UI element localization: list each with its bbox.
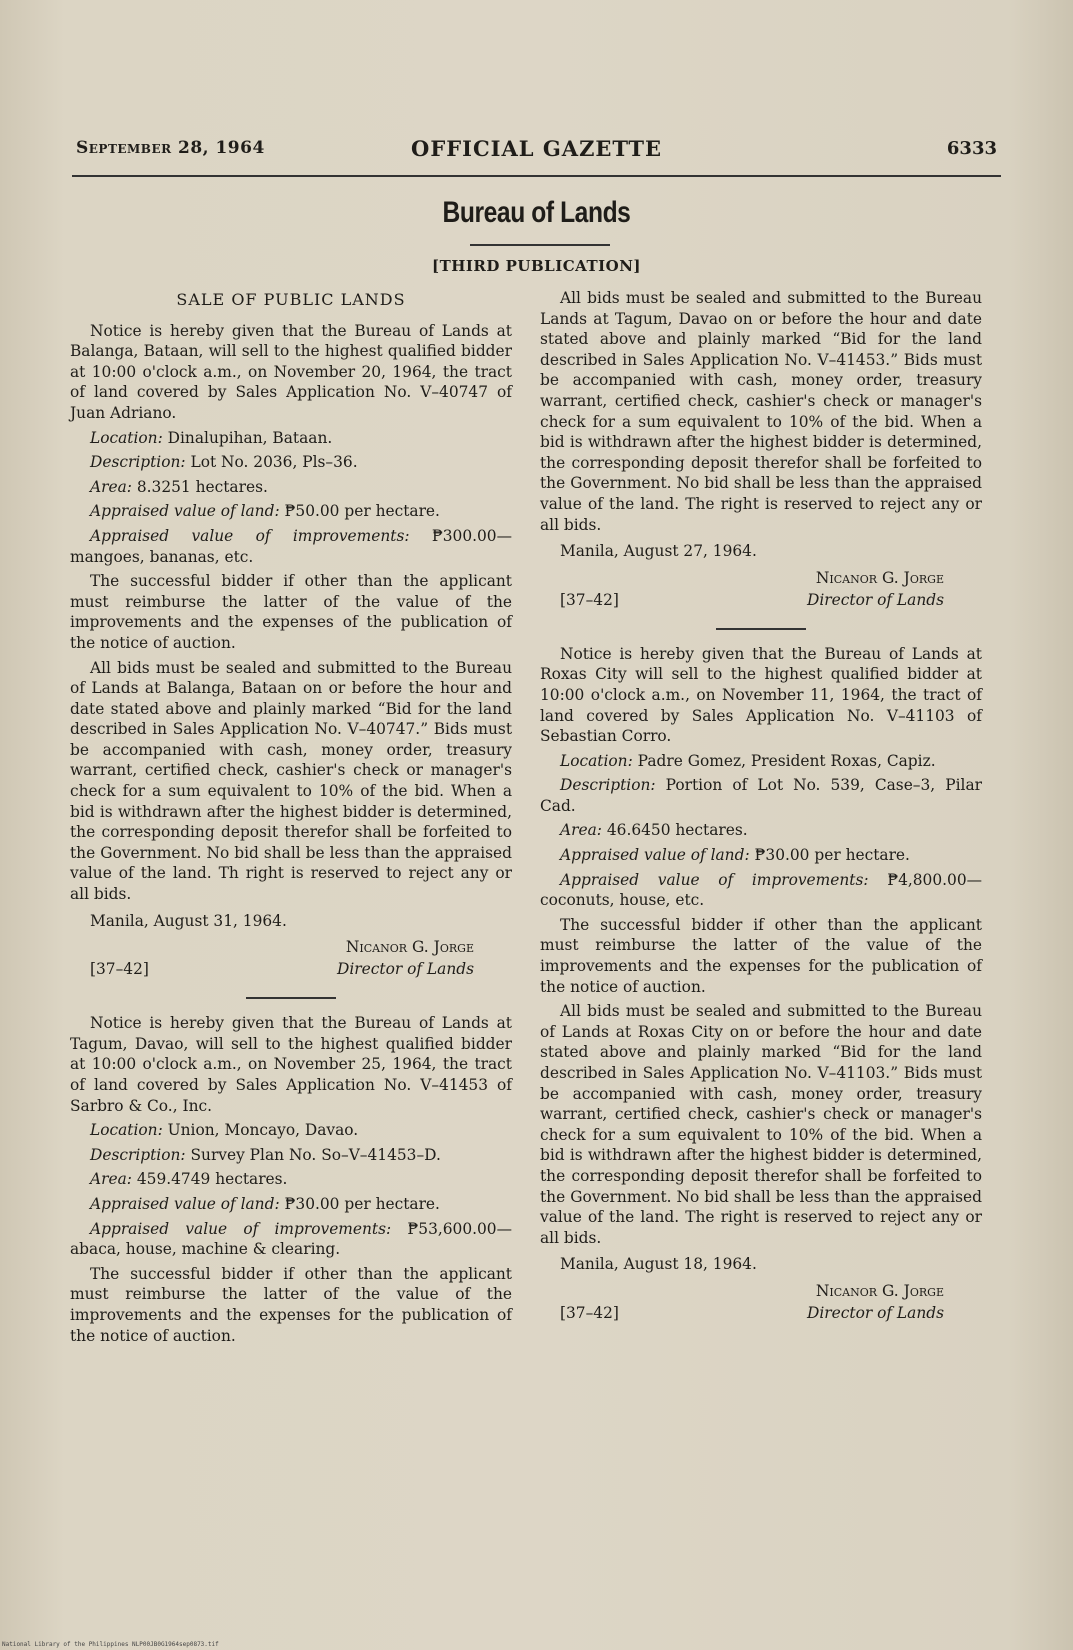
bids-paragraph: All bids must be sealed and submitted to the Bureau of Lands at Balanga, Bataan on or before the hour and date stated above and plainly marked “Bid for the land described in Sales Application No. V–40747.” Bids must be accompanied with cash, money order, treasury warrant, certified check, cashier's check or manager's check for a sum equivalent to 10% of the bid. When a bid is withdrawn after the highest bidder is determined, the corresponding deposit therefor shall be forfeited to the Government. No bid shall be less than the appraised value of the land. Th right is reserved to reject any or all bids. bbox=[70, 658, 512, 904]
signer-title: Director of Lands bbox=[807, 1303, 944, 1322]
right-column bbox=[540, 288, 982, 1333]
notice-separator bbox=[716, 628, 806, 630]
notice-intro: Notice is hereby given that the Bureau of Lands at Balanga, Bataan, will sell to the highest qualified bidder at 10:00 o'clock a.m., on November 20, 1964, the tract of land covered by Sales Application No. V–40747 of Juan Adriano. bbox=[70, 321, 512, 422]
header-publication-name: OFFICIAL GAZETTE bbox=[411, 136, 662, 161]
notice-date: Manila, August 27, 1964. bbox=[560, 542, 757, 561]
notice-2 bbox=[70, 1013, 512, 1346]
signature-block bbox=[540, 1281, 982, 1327]
notice-date: Manila, August 18, 1964. bbox=[560, 1255, 757, 1274]
signer-name: Nicanor G. Jorge bbox=[345, 938, 474, 957]
location-field: Location: Dinalupihan, Bataan. bbox=[90, 428, 333, 447]
improvements-field: Appraised value of improvements: ₱53,600.00—abaca, house, machine & clearing. bbox=[70, 1219, 512, 1259]
area-field: Area: 8.3251 hectares. bbox=[90, 477, 268, 496]
improvements-field: Appraised value of improvements: ₱300.00—mangoes, bananas, etc. bbox=[70, 526, 512, 566]
running-header bbox=[72, 136, 1001, 166]
scan-footer: National Library of the Philippines NLP00JB0G1964sep0873.tif bbox=[2, 1641, 219, 1648]
signer-title: Director of Lands bbox=[807, 590, 944, 609]
signature-block bbox=[540, 568, 982, 614]
description-field: Description: Portion of Lot No. 539, Case–3, Pilar Cad. bbox=[540, 776, 982, 815]
notice-intro: Notice is hereby given that the Bureau of Lands at Tagum, Davao, will sell to the highest qualified bidder at 10:00 o'clock a.m., on November 25, 1964, the tract of land covered by Sales Application No. V–41453 of Sarbro & Co., Inc. bbox=[70, 1014, 512, 1115]
left-column bbox=[70, 288, 512, 1350]
section-title: Bureau of Lands bbox=[442, 196, 631, 229]
bids-paragraph: All bids must be sealed and submitted to the Bureau of Lands at Roxas City on or before the hour and date stated above and plainly marked “Bid for the land described in Sales Application No. V–41103.” Bids must be accompanied with cash, money order, treasury warrant, certified check, cashier's check or manager's check for a sum equivalent to 10% of the bid. When a bid is withdrawn after the highest bidder is determined, the corresponding deposit therefor shall be forfeited to the Government. No bid shall be less than the appraised value of the land. The right is reserved to reject any or all bids. bbox=[540, 1002, 982, 1247]
page-number: 6333 bbox=[946, 138, 997, 159]
bids-paragraph: All bids must be sealed and submitted to the Bureau Lands at Tagum, Davao on or before the hour and date stated above and plainly marked “Bid for the land described in Sales Application No. V–41453.” Bids must be accompanied with cash, money order, treasury warrant, certified check, cashier's check or manager's check for a sum equivalent to 10% of the bid. When a bid is withdrawn after the highest bidder is determined, the corresponding deposit therefor shall be forfeited to the Government. No bid shall be less than the appraised value of the land. The right is reserved to reject any or all bids. bbox=[540, 289, 982, 534]
land-value-field: Appraised value of land: ₱50.00 per hectare. bbox=[90, 502, 440, 521]
notice-separator bbox=[246, 997, 336, 999]
location-field: Location: Union, Moncayo, Davao. bbox=[90, 1121, 359, 1140]
improvements-field: Appraised value of improvements: ₱4,800.00—coconuts, house, etc. bbox=[540, 870, 982, 910]
reimburse-paragraph: The successful bidder if other than the applicant must reimburse the latter of the value of the improvements and the expenses of the publication of the notice of auction. bbox=[70, 572, 512, 652]
notice-date: Manila, August 31, 1964. bbox=[90, 911, 287, 930]
notice-1 bbox=[70, 321, 512, 984]
description-field: Description: Survey Plan No. So–V–41453–D. bbox=[90, 1145, 441, 1164]
issue-number: [37–42] bbox=[90, 960, 149, 979]
notice-3 bbox=[540, 644, 982, 1327]
signature-block bbox=[70, 937, 512, 983]
land-value-field: Appraised value of land: ₱30.00 per hectare. bbox=[560, 846, 910, 865]
land-value-field: Appraised value of land: ₱30.00 per hectare. bbox=[90, 1194, 440, 1213]
header-date: September 28, 1964 bbox=[76, 138, 265, 158]
header-rule bbox=[72, 175, 1001, 177]
issue-number: [37–42] bbox=[560, 1303, 619, 1322]
signer-title: Director of Lands bbox=[337, 960, 474, 979]
signer-name: Nicanor G. Jorge bbox=[815, 568, 944, 587]
reimburse-paragraph: The successful bidder if other than the applicant must reimburse the latter of the value of the improvements and the expenses for the publication of the notice of auction. bbox=[70, 1264, 512, 1345]
issue-number: [37–42] bbox=[560, 590, 619, 609]
reimburse-paragraph: The successful bidder if other than the applicant must reimburse the latter of the value of the improvements and the expenses for the publication of the notice of auction. bbox=[540, 915, 982, 996]
notice-intro: Notice is hereby given that the Bureau of Lands at Roxas City will sell to the highest qualified bidder at 10:00 o'clock a.m., on November 11, 1964, the tract of land covered by Sales Application No. V–41103 of Sebastian Corro. bbox=[540, 644, 982, 746]
subtitle: SALE OF PUBLIC LANDS bbox=[176, 290, 406, 309]
area-field: Area: 46.6450 hectares. bbox=[560, 821, 748, 840]
area-field: Area: 459.4749 hectares. bbox=[90, 1170, 288, 1189]
publication-notice: [THIRD PUBLICATION] bbox=[431, 257, 642, 275]
location-field: Location: Padre Gomez, President Roxas, Capiz. bbox=[560, 751, 936, 770]
signer-name: Nicanor G. Jorge bbox=[815, 1281, 944, 1300]
title-rule bbox=[470, 244, 610, 246]
description-field: Description: Lot No. 2036, Pls–36. bbox=[90, 453, 358, 472]
